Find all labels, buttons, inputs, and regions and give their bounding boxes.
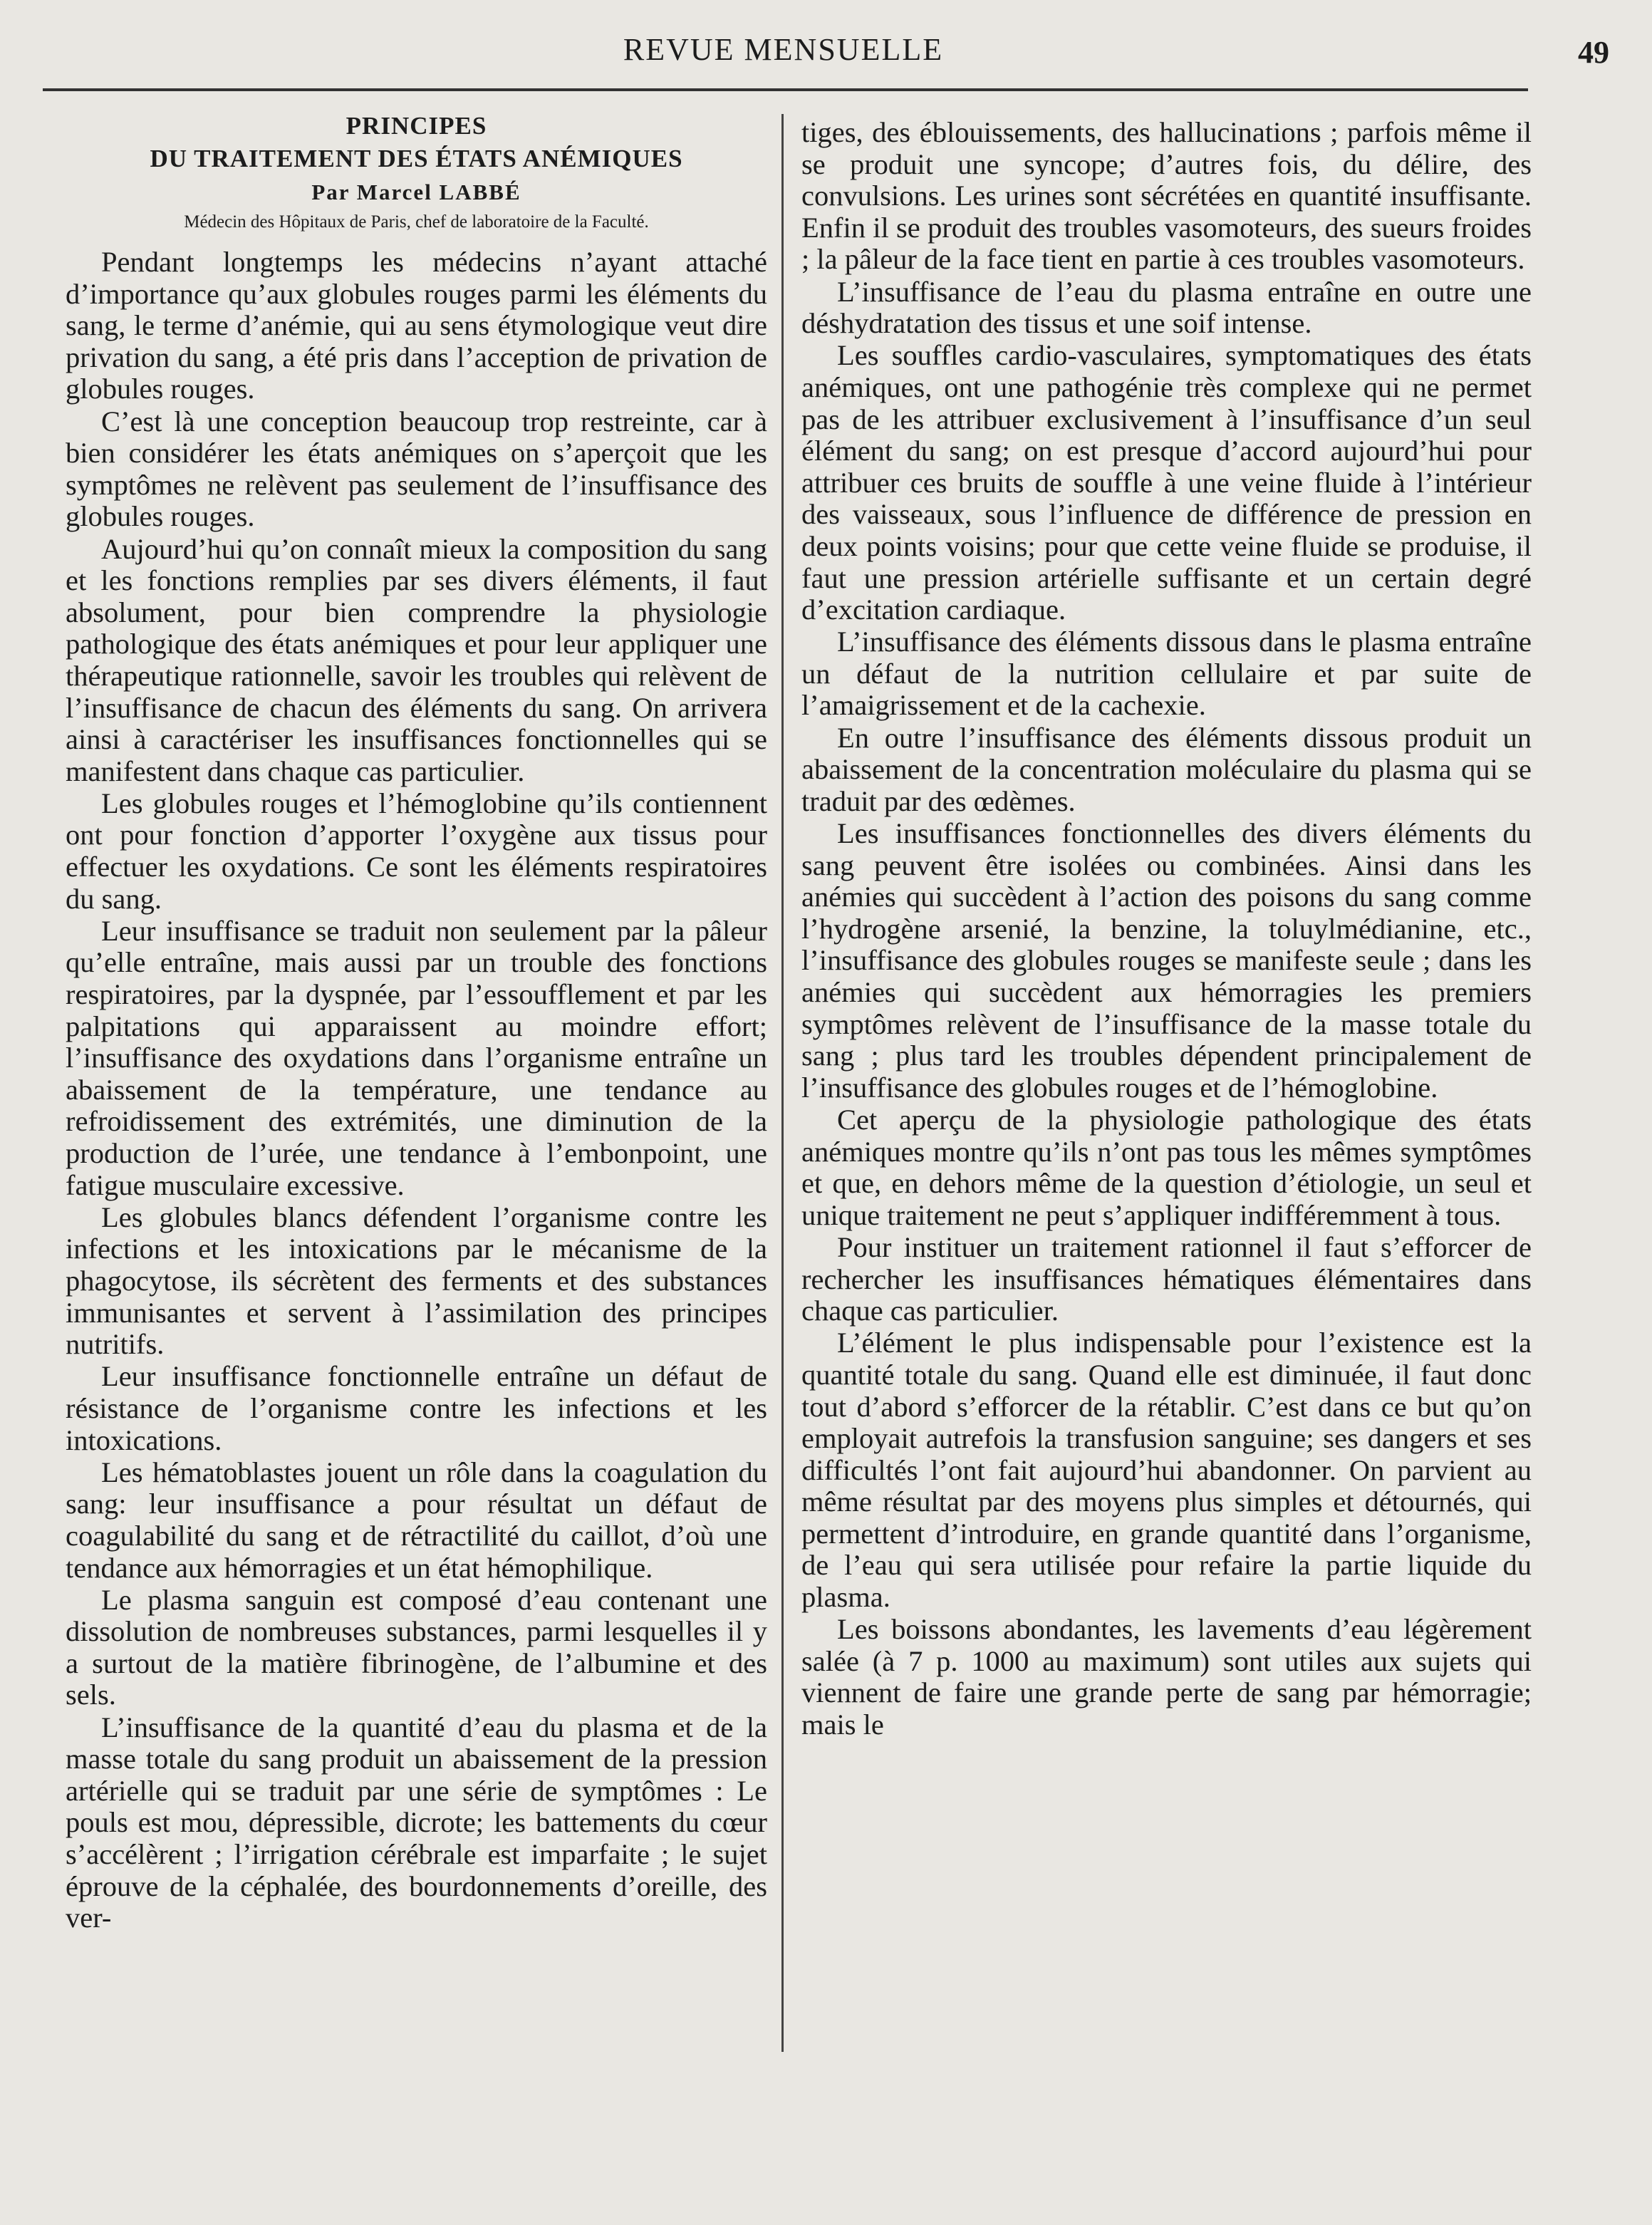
paragraph: Les hématoblastes jouent un rôle dans la coagulation du sang: leur insuffisance a pour résultat un défaut de coagulabilité du sang et de rétractilité du caillot, d’où une tendance aux hémorragies et un état hémophilique. (66, 1456, 767, 1584)
paragraph: Leur insuffisance se traduit non seulement par la pâleur qu’elle entraîne, mais aussi par un trouble des fonctions respiratoires, par la dyspnée, par l’essoufflement et par les palpitations qui apparaissent au moindre effort; l’insuffisance des oxydations dans l’organisme entraîne un abaissement de la température, une tendance au refroidissement des extrémités, une diminution de la production de l’urée, une tendance à l’embonpoint, une fatigue musculaire excessive. (66, 914, 767, 1201)
paragraph: L’insuffisance des éléments dissous dans le plasma entraîne un défaut de la nutrition cellulaire et par suite de l’amaigrissement et de la cachexie. (801, 626, 1532, 722)
column-divider (781, 114, 784, 2052)
page-number: 49 (1578, 35, 1609, 70)
paragraph: Leur insuffisance fonctionnelle entraîne un défaut de résistance de l’organisme contre les infections et les intoxications. (66, 1360, 767, 1456)
paragraph: Les souffles cardio-vasculaires, symptomatiques des états anémiques, ont une pathogénie très complexe qui ne permet pas de les attribuer exclusivement à l’insuffisance d’un seul élément du sang; on est presque d’accord aujourd’hui pour attribuer ces bruits de souffle à une veine fluide à l’intérieur des vaisseaux, sous l’influence de différence de pression en deux points voisins; pour que cette veine fluide se produise, il faut une pression artérielle suffisante et un certain degré d’excitation cardiaque. (801, 339, 1532, 626)
right-column (801, 117, 1532, 2090)
left-column (66, 100, 767, 2090)
paragraph: L’élément le plus indispensable pour l’existence est la quantité totale du sang. Quand elle est diminuée, il faut donc tout d’abord s’efforcer de la rétablir. C’est dans ce but qu’on employait autrefois la transfusion sanguine; ses dangers et ses difficultés l’ont fait aujourd’hui abandonner. On parvient au même résultat par des moyens plus simples et détournés, qui permettent d’introduire, en grande quantité dans l’organisme, de l’eau qui sera utilisée pour refaire la partie liquide du plasma. (801, 1327, 1532, 1614)
paragraph: Les globules rouges et l’hémoglobine qu’ils contiennent ont pour fonction d’apporter l’oxygène aux tissus pour effectuer les oxydations. Ce sont les éléments respiratoires du sang. (66, 787, 767, 915)
paragraph: Les globules blancs défendent l’organisme contre les infections et les intoxications par le mécanisme de la phagocytose, ils sécrètent des ferments et des substances immunisantes et servent à l’assimilation des principes nutritifs. (66, 1200, 767, 1361)
journal-title: REVUE MENSUELLE (623, 32, 944, 67)
running-head (43, 31, 1609, 71)
paragraph: Le plasma sanguin est composé d’eau contenant une dissolution de nombreuses substances, parmi lesquelles il y a surtout de la matière fibrinogène, de l’albumine et des sels. (66, 1583, 767, 1711)
author-affiliation: Médecin des Hôpitaux de Paris, chef de laboratoire de la Faculté. (184, 212, 649, 232)
article-title-line-2: DU TRAITEMENT DES ÉTATS ANÉMIQUES (150, 145, 683, 172)
paragraph: C’est là une conception beaucoup trop restreinte, car à bien considérer les états anémiques on s’aperçoit que les symptômes ne relèvent pas seulement de l’insuffisance des globules rouges. (66, 405, 767, 533)
paragraph: En outre l’insuffisance des éléments dissous produit un abaissement de la concentration moléculaire du plasma qui se traduit par des œdèmes. (801, 721, 1532, 817)
header-rule (43, 88, 1528, 91)
paragraph: Aujourd’hui qu’on connaît mieux la composition du sang et les fonctions remplies par ses divers éléments, il faut absolument, pour bien comprendre la physiologie pathologique des états anémiques et pour leur appliquer une thérapeutique rationnelle, savoir les troubles qui relèvent de l’insuffisance de chacun des éléments du sang. On arrivera ainsi à caractériser les insuffisances fonctionnelles qui se manifestent dans chaque cas particulier. (66, 532, 767, 787)
paragraph: Cet aperçu de la physiologie pathologique des états anémiques montre qu’ils n’ont pas tous les mêmes symptômes et que, en dehors même de la question d’étiologie, un seul et unique traitement ne peut s’appliquer indifféremment à tous. (801, 1103, 1532, 1231)
paragraph: Pour instituer un traitement rationnel il faut s’efforcer de rechercher les insuffisances hématiques élémentaires dans chaque cas particulier. (801, 1230, 1532, 1327)
paragraph: Les boissons abondantes, les lavements d’eau légèrement salée (à 7 p. 1000 au maximum) sont utiles aux sujets qui viennent de faire une grande perte de sang par hémorragie; mais le (801, 1613, 1532, 1741)
paragraph: Les insuffisances fonctionnelles des divers éléments du sang peuvent être isolées ou combinées. Ainsi dans les anémies qui succèdent à l’action des poisons du sang comme l’hydrogène arsenié, la benzine, la toluylmédianine, etc., l’insuffisance des globules rouges se manifeste seule ; dans les anémies qui succèdent aux hémorragies les premiers symptômes relèvent de l’insuffisance de la masse totale du sang ; plus tard les troubles dépendent principalement de l’insuffisance des globules rouges et de l’hémoglobine. (801, 817, 1532, 1104)
article-header (66, 111, 767, 237)
paragraph-continued: tiges, des éblouissements, des hallucinations ; parfois même il se produit une syncope; d’autres fois, du délire, des convulsions. Les urines sont sécrétées en quantité insuffisante. Enfin il se produit des troubles vasomoteurs, des sueurs froides ; la pâleur de la face tient en partie à ces troubles vasomoteurs. (801, 117, 1532, 276)
article-title-line-1: PRINCIPES (346, 112, 487, 140)
article-author: Par Marcel LABBÉ (311, 180, 521, 204)
paragraph: L’insuffisance de l’eau du plasma entraîne en outre une déshydratation des tissus et une soif intense. (801, 275, 1532, 340)
paragraph: Pendant longtemps les médecins n’ayant attaché d’importance qu’aux globules rouges parmi les éléments du sang, le terme d’anémie, qui au sens étymologique veut dire privation du sang, a été pris dans l’acception de privation de globules rouges. (66, 246, 767, 405)
paragraph: L’insuffisance de la quantité d’eau du plasma et de la masse totale du sang produit un abaissement de la pression artérielle qui se traduit par une série de symptômes : Le pouls est mou, dépressible, dicrote; les battements du cœur s’accélèrent ; l’irrigation cérébrale est imparfaite ; le sujet éprouve de la céphalée, des bourdonnements d’oreille, des ver- (66, 1711, 767, 1934)
